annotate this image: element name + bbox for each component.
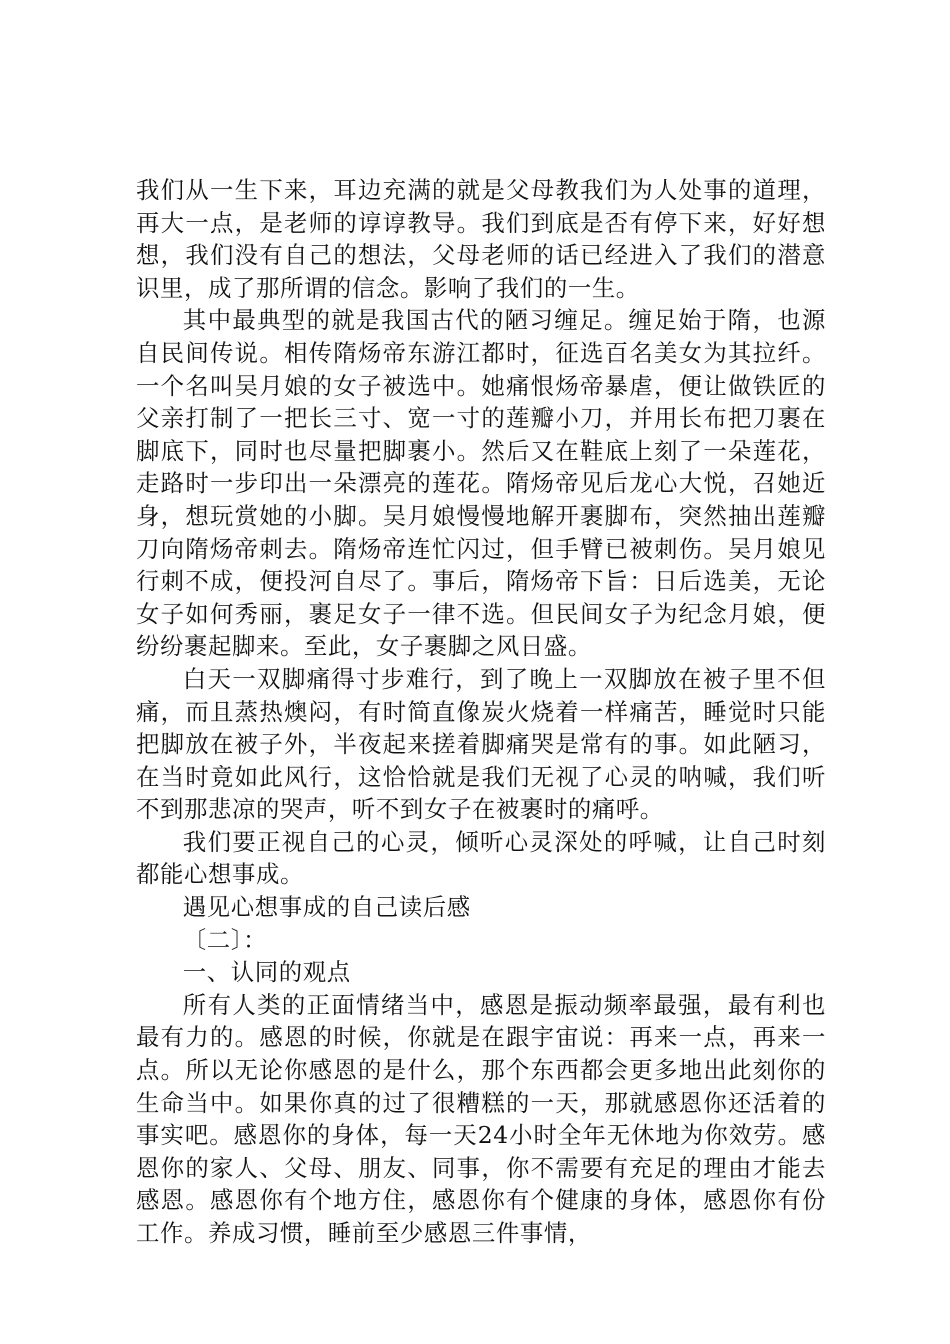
- paragraph-conclusion: 我们要正视自己的心灵，倾听心灵深处的呼喊，让自己时刻都能心想事成。: [136, 827, 826, 889]
- section-title: 遇见心想事成的自己读后感: [182, 893, 471, 922]
- paragraph-gratitude: 所有人类的正面情绪当中，感恩是振动频率最强，最有利也最有力的。感恩的时候，你就是在跟宇宙说：再来一点，再来一点。所以无论你感恩的是什么，那个东西都会更多地出此刻你的生命当中。如果你真的过了很糟糕的一天，那就感恩你还活着的事实吧。感恩你的身体，每一天24小时全年无休地为你效劳。感恩你的家人、父母、朋友、同事，你不需要有充足的理由才能去感恩。感恩你有个地方住，感恩你有个健康的身体，感恩你有份工作。养成习惯，睡前至少感恩三件事情，: [136, 990, 826, 1247]
- paragraph-foot-binding-history: 其中最典型的就是我国古代的陋习缠足。缠足始于隋，也源自民间传说。相传隋炀帝东游江都时，征选百名美女为其拉纤。一个名叫吴月娘的女子被选中。她痛恨炀帝暴虐，便让做铁匠的父亲打制了一把长三寸、宽一寸的莲瓣小刀，并用长布把刀裹在脚底下，同时也尽量把脚裹小。然后又在鞋底上刻了一朵莲花，走路时一步印出一朵漂亮的莲花。隋炀帝见后龙心大悦，召她近身，想玩赏她的小脚。吴月娘慢慢地解开裹脚布，突然抽出莲瓣刀向隋炀帝刺去。隋炀帝连忙闪过，但手臂已被刺伤。吴月娘见行刺不成，便投河自尽了。事后，隋炀帝下旨：日后选美，无论女子如何秀丽，裹足女子一律不选。但民间女子为纪念月娘，便纷纷裹起脚来。至此，女子裹脚之风日盛。: [136, 306, 826, 661]
- paragraph-foot-binding-pain: 白天一双脚痛得寸步难行，到了晚上一双脚放在被子里不但痛，而且蒸热燠闷，有时简直像炭火烧着一样痛苦，睡觉时只能把脚放在被子外，半夜起来搓着脚痛哭是常有的事。如此陋习，在当时竟如此风行，这恰恰就是我们无视了心灵的呐喊，我们听不到那悲凉的哭声，听不到女子在被裹时的痛呼。: [136, 664, 826, 824]
- subheading: 一、认同的观点: [182, 958, 351, 987]
- section-number: 〔二〕：: [182, 925, 268, 954]
- paragraph-intro: 我们从一生下来，耳边充满的就是父母教我们为人处事的道理，再大一点，是老师的谆谆教导。我们到底是否有停下来，好好想想，我们没有自己的想法，父母老师的话已经进入了我们的潜意识里，成了那所谓的信念。影响了我们的一生。: [136, 176, 826, 302]
- document-body: [136, 174, 826, 1250]
